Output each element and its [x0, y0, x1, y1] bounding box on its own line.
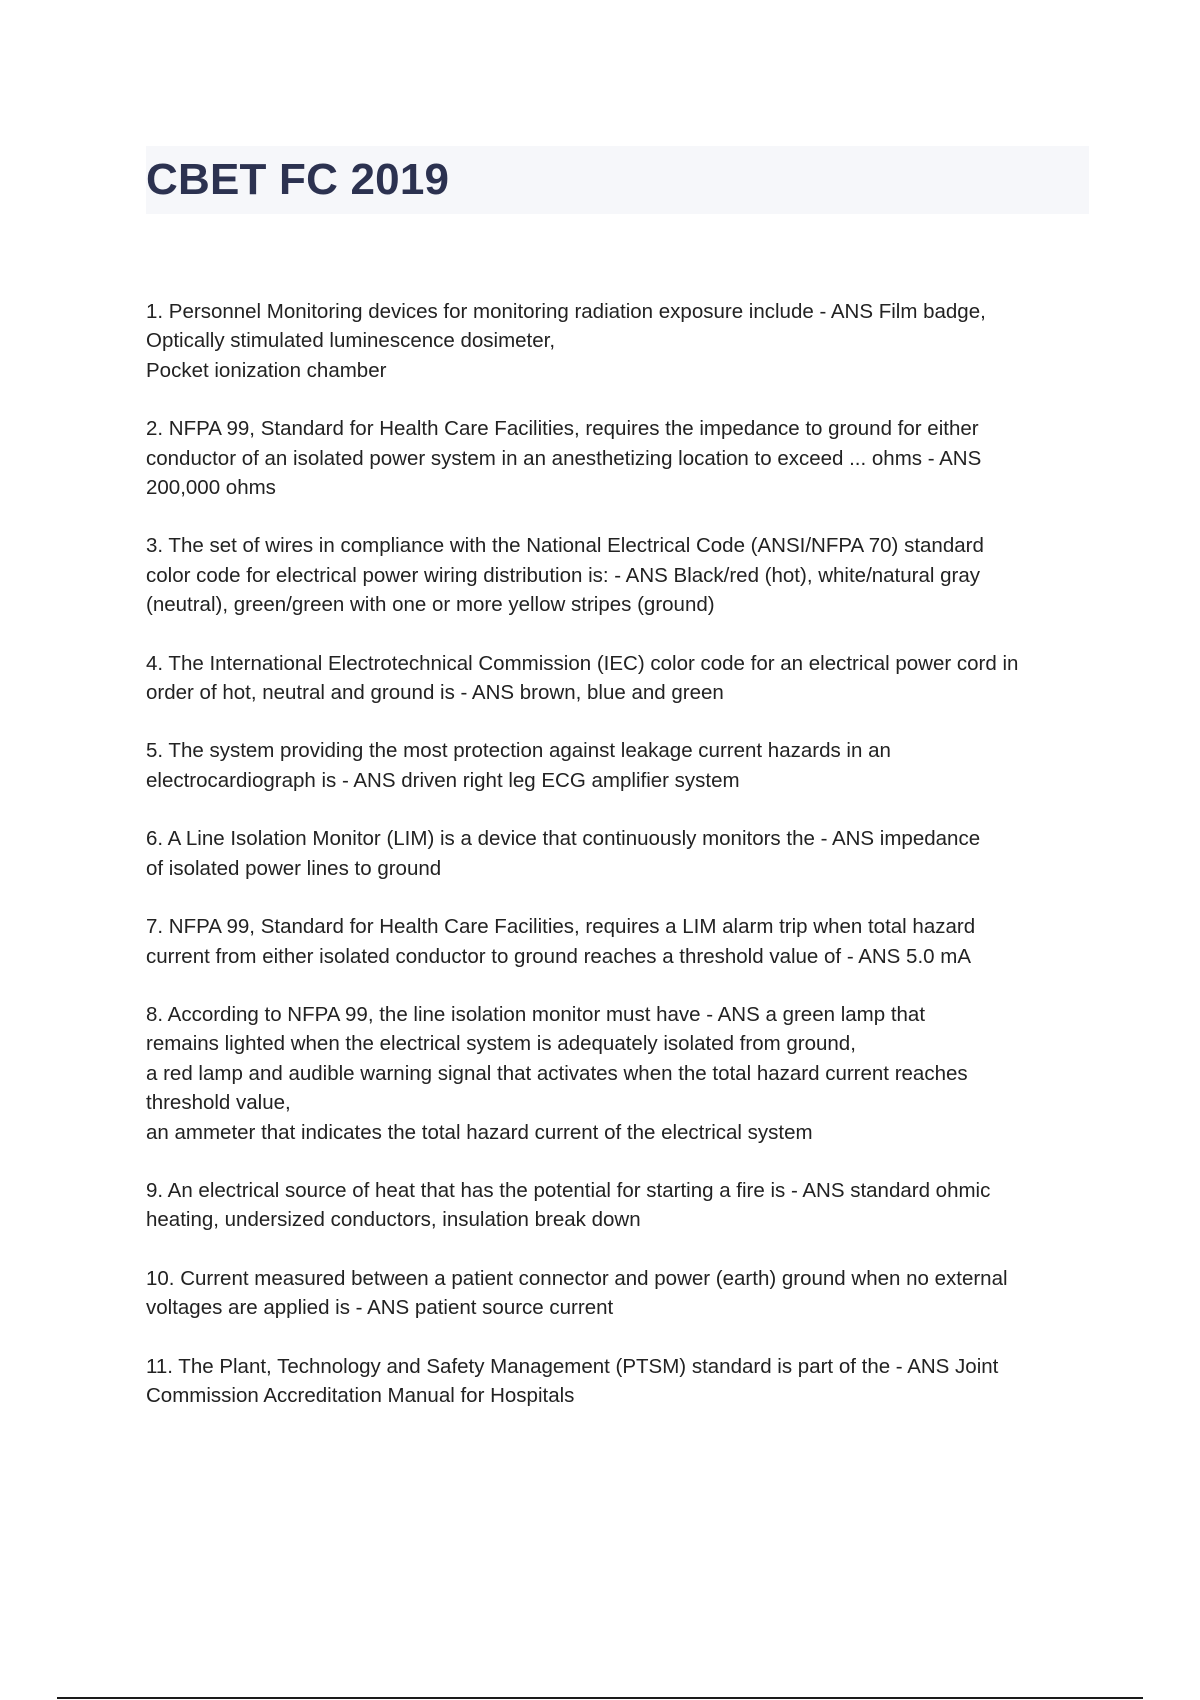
question-item-9 [146, 1176, 1096, 1235]
question-line: 4. The International Electrotechnical Commission (IEC) color code for an electrical power cord in [146, 651, 1019, 675]
question-item-2 [146, 414, 1096, 502]
question-item-7 [146, 912, 1096, 971]
question-line: 11. The Plant, Technology and Safety Management (PTSM) standard is part of the - ANS Joint [146, 1354, 999, 1378]
question-line: heating, undersized conductors, insulation break down [146, 1208, 641, 1232]
question-line: 8. According to NFPA 99, the line isolation monitor must have - ANS a green lamp that [146, 1002, 926, 1026]
question-line: a red lamp and audible warning signal that activates when the total hazard current reaches [146, 1061, 968, 1085]
question-line: 7. NFPA 99, Standard for Health Care Facilities, requires a LIM alarm trip when total hazard [146, 915, 976, 939]
footer-divider [57, 1697, 1143, 1699]
question-line: 5. The system providing the most protection against leakage current hazards in an [146, 739, 891, 763]
question-line: order of hot, neutral and ground is - ANS brown, blue and green [146, 681, 724, 705]
question-line: 6. A Line Isolation Monitor (LIM) is a device that continuously monitors the - ANS impedance [146, 827, 981, 851]
question-line: electrocardiograph is - ANS driven right leg ECG amplifier system [146, 768, 740, 792]
question-line: color code for electrical power wiring distribution is: - ANS Black/red (hot), white/natural gray [146, 563, 981, 587]
question-line: 10. Current measured between a patient connector and power (earth) ground when no external [146, 1266, 1008, 1290]
question-item-8 [146, 1000, 1096, 1147]
question-line: of isolated power lines to ground [146, 856, 442, 880]
question-line: (neutral), green/green with one or more yellow stripes (ground) [146, 593, 715, 617]
document-title: CBET FC 2019 [146, 155, 450, 204]
question-line: 3. The set of wires in compliance with the National Electrical Code (ANSI/NFPA 70) standard [146, 534, 984, 558]
question-item-3 [146, 531, 1096, 619]
question-line: current from either isolated conductor to ground reaches a threshold value of - ANS 5.0 mA [146, 944, 971, 968]
question-item-6 [146, 824, 1096, 883]
question-item-5 [146, 736, 1096, 795]
question-item-4 [146, 649, 1096, 708]
question-line: 1. Personnel Monitoring devices for monitoring radiation exposure include - ANS Film badge, [146, 300, 986, 323]
question-line: 2. NFPA 99, Standard for Health Care Facilities, requires the impedance to ground for either [146, 417, 979, 441]
question-list [146, 297, 1096, 1439]
question-line: Pocket ionization chamber [146, 358, 387, 382]
question-line: 200,000 ohms [146, 476, 276, 500]
title-banner [146, 146, 1089, 214]
question-line: Optically stimulated luminescence dosimeter, [146, 329, 556, 353]
question-line: threshold value, [146, 1091, 291, 1115]
question-line: remains lighted when the electrical system is adequately isolated from ground, [146, 1032, 856, 1056]
question-line: conductor of an isolated power system in an anesthetizing location to exceed ... ohms - ANS [146, 446, 982, 470]
question-line: Commission Accreditation Manual for Hospitals [146, 1383, 575, 1407]
question-item-1 [146, 297, 1096, 385]
question-item-10 [146, 1264, 1096, 1323]
question-line: 9. An electrical source of heat that has the potential for starting a fire is - ANS standard ohmic [146, 1178, 991, 1202]
question-line: an ammeter that indicates the total hazard current of the electrical system [146, 1120, 813, 1144]
question-line: voltages are applied is - ANS patient source current [146, 1296, 614, 1320]
question-item-11 [146, 1352, 1096, 1411]
